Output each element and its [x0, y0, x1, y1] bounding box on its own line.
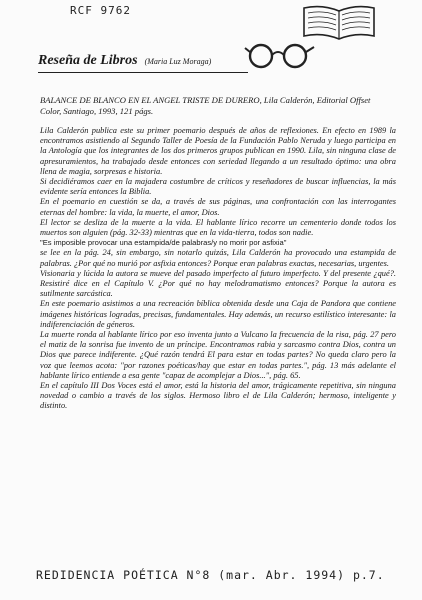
review-paragraph: En el capítulo III Dos Voces está el amor, está la historia del amor, trágicamente repetitiva, sin ninguna novedad o cambio a través de los siglos. Hermoso libro el de Lila Calderón; hermoso, inteligente y distinto. — [40, 381, 396, 411]
review-paragraph: Si decidiéramos caer en la majadera costumbre de críticos y reseñadores de buscar influencias, la más evidente sería entonces la Biblia. — [40, 177, 396, 197]
section-author: (Maria Luz Moraga) — [144, 57, 212, 66]
title-underline — [38, 72, 248, 73]
catalog-code: RCF 9762 — [70, 4, 131, 17]
review-paragraph: se lee en la pág. 24, sin embargo, sin notarlo quizás, Lila Calderón ha provocado una estampida de palabras. ¿Por qué no murió por asfixia entonces? Porque eran palabras exactas, necesarias, urgentes. — [40, 248, 396, 268]
review-paragraph: En el poemario en cuestión se da, a través de sus páginas, una confrontación con las interrogantes eternas del hombre: la vida, la muerte, el amor, Dios. — [40, 197, 396, 217]
review-paragraph: Lila Calderón publica este su primer poemario después de años de reflexiones. En efecto en 1989 la encontramos asistiendo al Segundo Taller de Poesía de la Fundación Pablo Neruda y luego participa en la Antología que los integrantes de los dos primeros grupos publican en 1990. Lila, sin ninguna clase de apresuramientos, ha trabajado desde entonces con seriedad llegando a un resultado óptimo: una obra llena de magia, sorpresas e historia. — [40, 126, 396, 176]
section-title-text: Reseña de Libros — [38, 53, 138, 68]
review-paragraph: El lector se desliza de la muerte a la vida. El hablante lírico recorre un cementerio donde todos los muertos son alguien (pág. 32-33) mientras que en la vida-tierra, todos son nadie. — [40, 217, 396, 238]
review-paragraph: La muerte ronda al hablante lírico por eso inventa junto a Vulcano la frecuencia de la risa, pág. 27 pero el matiz de la sonrisa fue invento de un príncipe. Encontramos rabia y sarcasmo contra Dios, contra un Dios que parece indiferente. ¿Qué razón tendrá El para estar en todas partes? No queda claro pero la voz que leemos acota: "por razones poéticas/hay que estar en todas partes.", pág. 13 más adelante el hablante lírico entiende a esa gente "capaz de acomplejar a Dios...", pág. 65. — [40, 330, 396, 380]
section-title — [38, 51, 211, 69]
open-book-icon — [300, 2, 378, 42]
eyeglasses-icon — [244, 40, 316, 70]
quoted-verse: "Es imposible provocar una estampida/de palabras/y no morir por asfixia" — [40, 238, 287, 248]
source-citation: REDIDENCIA POÉTICA N°8 (mar. Abr. 1994) p.7. — [36, 568, 385, 582]
review-paragraph: En este poemario asistimos a una recreación bíblica obtenida desde una Caja de Pandora que contiene imágenes históricas logradas, precisas, fundamentales. Hay además, un recurso estilístico interesante: la indiferenciación de géneros. — [40, 299, 396, 329]
review-body — [40, 126, 396, 412]
review-paragraph: Visionaria y lúcida la autora se mueve del pasado imperfecto al futuro imperfecto. Y del presente ¿qué?. Resistiré dice en el Capítulo V. ¿Por qué no hay melodramatismo entonces? Porque la autora es sutilmente sarcástica. — [40, 268, 396, 299]
review-heading: BALANCE DE BLANCO EN EL ANGEL TRISTE DE DURERO, Lila Calderón, Editorial Offset Color, Santiago, 1993, 121 págs. — [40, 95, 371, 116]
